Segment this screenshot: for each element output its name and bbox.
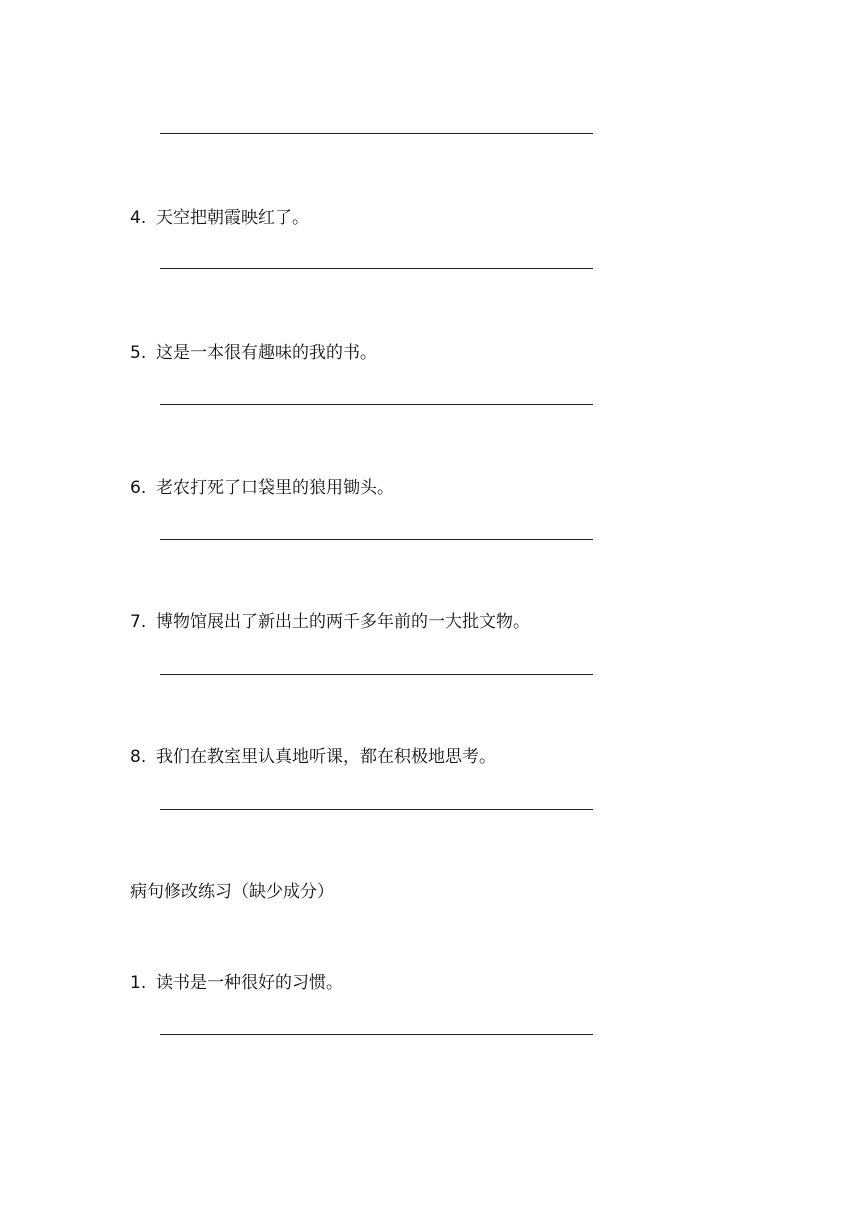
answer-line[interactable] — [160, 268, 593, 269]
answer-line[interactable] — [160, 133, 593, 134]
question-text: 我们在教室里认真地听课，都在积极地思考。 — [156, 747, 496, 767]
question-item — [130, 972, 343, 994]
question-number: 5. — [130, 343, 147, 363]
answer-line[interactable] — [160, 539, 593, 540]
answer-line[interactable] — [160, 1034, 593, 1035]
answer-line[interactable] — [160, 809, 593, 810]
answer-line[interactable] — [160, 674, 593, 675]
question-text: 读书是一种很好的习惯。 — [156, 973, 343, 993]
question-item — [130, 477, 394, 499]
question-item — [130, 207, 309, 229]
question-text: 天空把朝霞映红了。 — [156, 208, 309, 228]
question-number: 7. — [130, 612, 147, 632]
question-number: 8. — [130, 747, 147, 767]
section-heading: 病句修改练习（缺少成分） — [130, 882, 334, 902]
question-text: 老农打死了口袋里的狼用锄头。 — [156, 478, 394, 498]
answer-line[interactable] — [160, 404, 593, 405]
question-number: 4. — [130, 208, 147, 228]
question-item — [130, 611, 530, 633]
question-item — [130, 342, 377, 364]
question-number: 1. — [130, 973, 147, 993]
question-item — [130, 746, 496, 768]
question-number: 6. — [130, 478, 147, 498]
question-text: 博物馆展出了新出土的两千多年前的一大批文物。 — [156, 612, 530, 632]
question-text: 这是一本很有趣味的我的书。 — [156, 343, 377, 363]
